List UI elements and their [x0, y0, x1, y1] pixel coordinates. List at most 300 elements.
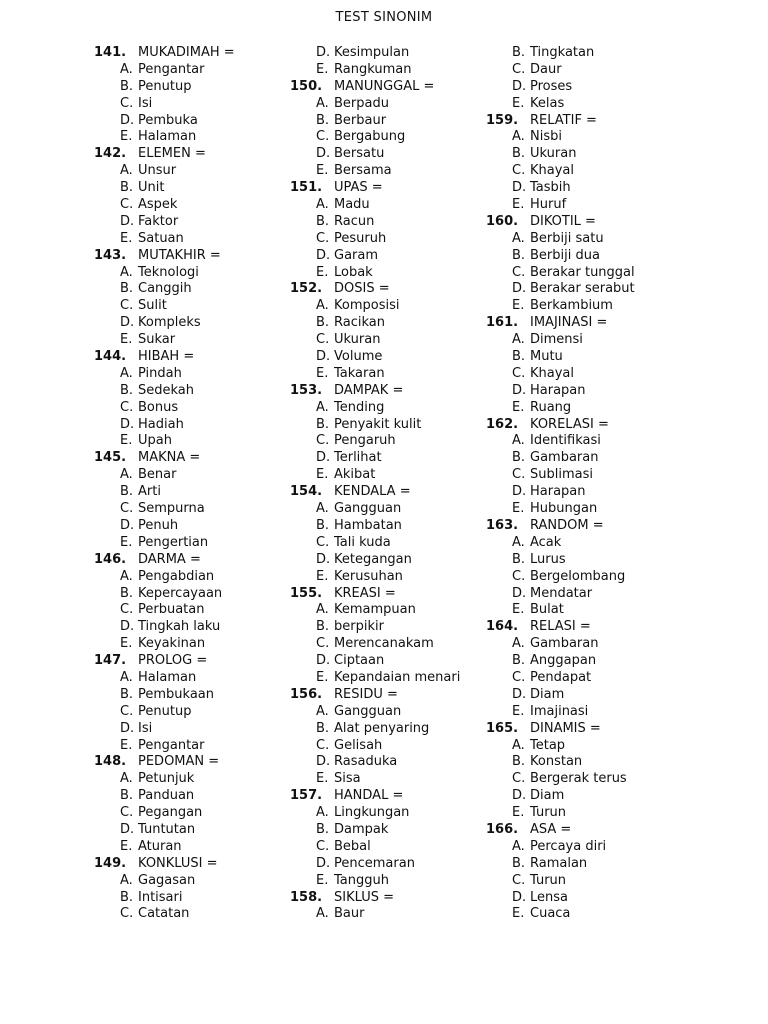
answer-option	[486, 602, 686, 619]
option-letter: A.	[120, 872, 133, 888]
option-text: Huruf	[530, 197, 567, 213]
option-text: Mendatar	[530, 585, 593, 601]
option-text: Gambaran	[530, 636, 599, 652]
option-text: Berakar serabut	[530, 281, 635, 297]
answer-option	[486, 433, 686, 450]
answer-option	[290, 163, 490, 180]
option-text: berpikir	[334, 619, 384, 635]
answer-option	[486, 163, 686, 180]
question-item	[290, 687, 490, 704]
answer-option	[290, 670, 490, 687]
option-letter: E.	[120, 433, 133, 449]
question-word: DARMA =	[138, 551, 201, 567]
option-text: Nisbi	[530, 129, 562, 145]
option-text: Rasaduka	[334, 754, 398, 770]
option-text: Lensa	[530, 889, 568, 905]
answer-option	[94, 383, 294, 400]
option-text: Unsur	[138, 163, 177, 179]
question-word: ASA =	[530, 821, 572, 837]
option-letter: C.	[316, 636, 330, 652]
question-word: HANDAL =	[334, 788, 404, 804]
option-letter: C.	[512, 669, 526, 685]
option-text: Sublimasi	[530, 467, 593, 483]
option-letter: A.	[512, 636, 525, 652]
option-letter: E.	[316, 568, 329, 584]
option-text: Pengaruh	[334, 433, 396, 449]
question-item	[290, 180, 490, 197]
option-text: Dampak	[334, 821, 389, 837]
question-word: MUTAKHIR =	[138, 247, 221, 263]
option-text: Racun	[334, 213, 375, 229]
answer-option	[94, 113, 294, 130]
question-number: 149.	[94, 855, 127, 871]
option-letter: E.	[512, 805, 525, 821]
answer-option	[486, 349, 686, 366]
option-text: Ciptaan	[334, 653, 385, 669]
answer-option	[94, 366, 294, 383]
option-letter: E.	[120, 129, 133, 145]
question-word: MANUNGGAL =	[334, 78, 435, 94]
answer-option	[486, 281, 686, 298]
answer-option	[486, 383, 686, 400]
answer-option	[290, 214, 490, 231]
column-2	[290, 45, 490, 923]
answer-option	[290, 552, 490, 569]
question-item	[290, 890, 490, 907]
option-text: Hadiah	[138, 416, 184, 432]
option-text: Terlihat	[334, 450, 382, 466]
option-letter: E.	[120, 534, 133, 550]
option-text: Sulit	[138, 298, 167, 314]
option-letter: C.	[120, 298, 134, 314]
option-text: Harapan	[530, 382, 586, 398]
option-text: Berpadu	[334, 95, 389, 111]
option-text: Petunjuk	[138, 771, 195, 787]
option-text: Turun	[530, 872, 567, 888]
option-text: Tasbih	[530, 180, 571, 196]
option-letter: C.	[316, 838, 330, 854]
answer-option	[290, 450, 490, 467]
answer-option	[290, 349, 490, 366]
option-letter: B.	[316, 821, 330, 837]
question-number: 160.	[486, 213, 519, 229]
option-text: Penutup	[138, 703, 192, 719]
option-letter: B.	[120, 78, 134, 94]
question-word: DINAMIS =	[530, 720, 601, 736]
option-text: Bonus	[138, 399, 179, 415]
option-letter: E.	[316, 365, 329, 381]
question-item	[94, 653, 294, 670]
answer-option	[94, 687, 294, 704]
question-word: SIKLUS =	[334, 889, 394, 905]
answer-option	[486, 670, 686, 687]
option-text: Tingkah laku	[138, 619, 221, 635]
answer-option	[94, 467, 294, 484]
option-text: Kerusuhan	[334, 568, 403, 584]
column-1	[94, 45, 294, 923]
option-text: Tangguh	[334, 872, 389, 888]
option-letter: A.	[316, 602, 329, 618]
option-letter: D.	[120, 821, 135, 837]
option-text: Aspek	[138, 197, 178, 213]
question-number: 152.	[290, 281, 323, 297]
answer-option	[94, 535, 294, 552]
option-text: Berbaur	[334, 112, 387, 128]
answer-option	[486, 129, 686, 146]
option-text: Aturan	[138, 838, 182, 854]
answer-option	[290, 501, 490, 518]
answer-option	[486, 248, 686, 265]
option-letter: B.	[512, 247, 526, 263]
option-text: Benar	[138, 467, 177, 483]
question-item	[94, 146, 294, 163]
answer-option	[94, 670, 294, 687]
question-number: 151.	[290, 180, 323, 196]
answer-option	[94, 281, 294, 298]
option-text: Ukuran	[530, 146, 577, 162]
answer-option	[486, 552, 686, 569]
option-text: Gambaran	[530, 450, 599, 466]
option-letter: A.	[512, 534, 525, 550]
answer-option	[486, 501, 686, 518]
option-text: Ruang	[530, 399, 572, 415]
option-letter: B.	[316, 416, 330, 432]
option-letter: D.	[512, 78, 527, 94]
answer-option	[290, 754, 490, 771]
option-text: Berakar tunggal	[530, 264, 635, 280]
question-number: 145.	[94, 450, 127, 466]
answer-option	[290, 704, 490, 721]
option-letter: D.	[316, 450, 331, 466]
option-letter: C.	[120, 602, 134, 618]
option-text: Pengantar	[138, 61, 205, 77]
question-item	[94, 450, 294, 467]
option-text: Komposisi	[334, 298, 400, 314]
option-letter: B.	[120, 889, 134, 905]
answer-option	[290, 96, 490, 113]
option-letter: B.	[316, 619, 330, 635]
answer-option	[290, 298, 490, 315]
option-text: Lobak	[334, 264, 373, 280]
question-number: 153.	[290, 382, 323, 398]
option-text: Imajinasi	[530, 703, 589, 719]
question-word: MUKADIMAH =	[138, 45, 235, 60]
option-text: Canggih	[138, 281, 192, 297]
option-letter: C.	[120, 197, 134, 213]
question-word: ELEMEN =	[138, 146, 206, 162]
answer-option	[94, 298, 294, 315]
option-text: Intisari	[138, 889, 183, 905]
question-word: KORELASI =	[530, 416, 609, 432]
question-word: HIBAH =	[138, 349, 195, 365]
option-text: Bulat	[530, 602, 564, 618]
option-letter: D.	[316, 653, 331, 669]
answer-option	[486, 62, 686, 79]
option-text: Kesimpulan	[334, 45, 410, 60]
question-item	[290, 383, 490, 400]
option-text: Volume	[334, 349, 383, 365]
answer-option	[94, 484, 294, 501]
question-word: RANDOM =	[530, 517, 604, 533]
answer-option	[290, 822, 490, 839]
answer-option	[486, 265, 686, 282]
question-word: PEDOMAN =	[138, 754, 220, 770]
option-letter: A.	[120, 771, 133, 787]
option-text: Mutu	[530, 349, 563, 365]
option-text: Gagasan	[138, 872, 196, 888]
question-word: MAKNA =	[138, 450, 201, 466]
option-letter: A.	[512, 838, 525, 854]
option-text: Isi	[138, 95, 153, 111]
question-item	[290, 788, 490, 805]
question-word: KONKLUSI =	[138, 855, 218, 871]
question-item	[290, 586, 490, 603]
option-text: Dimensi	[530, 332, 583, 348]
answer-option	[94, 180, 294, 197]
option-letter: A.	[120, 264, 133, 280]
option-letter: E.	[120, 230, 133, 246]
option-text: Pembuka	[138, 112, 198, 128]
answer-option	[94, 197, 294, 214]
option-text: Panduan	[138, 788, 195, 804]
question-word: KENDALA =	[334, 484, 411, 500]
answer-option	[486, 805, 686, 822]
option-letter: A.	[512, 737, 525, 753]
option-text: Upah	[138, 433, 172, 449]
answer-option	[94, 96, 294, 113]
option-letter: C.	[120, 95, 134, 111]
answer-option	[290, 332, 490, 349]
option-text: Satuan	[138, 230, 184, 246]
option-letter: D.	[316, 349, 331, 365]
answer-option	[94, 771, 294, 788]
question-word: DIKOTIL =	[530, 213, 596, 229]
option-text: Ketegangan	[334, 551, 412, 567]
option-letter: A.	[120, 163, 133, 179]
option-letter: B.	[512, 45, 526, 60]
answer-option	[290, 146, 490, 163]
answer-option	[486, 636, 686, 653]
option-text: Bebal	[334, 838, 371, 854]
option-letter: D.	[120, 720, 135, 736]
option-letter: A.	[316, 95, 329, 111]
option-text: Proses	[530, 78, 573, 94]
option-text: Hubungan	[530, 501, 598, 517]
option-letter: B.	[512, 855, 526, 871]
answer-option	[290, 231, 490, 248]
question-word: RELASI =	[530, 619, 591, 635]
option-letter: D.	[512, 281, 527, 297]
answer-option	[94, 873, 294, 890]
option-letter: A.	[316, 805, 329, 821]
option-text: Keyakinan	[138, 636, 206, 652]
answer-option	[290, 873, 490, 890]
answer-option	[290, 62, 490, 79]
option-letter: B.	[120, 484, 134, 500]
question-number: 147.	[94, 653, 127, 669]
option-letter: D.	[316, 146, 331, 162]
option-letter: C.	[512, 467, 526, 483]
option-text: Khayal	[530, 163, 575, 179]
option-text: Pembukaan	[138, 686, 215, 702]
option-text: Penutup	[138, 78, 192, 94]
option-text: Teknologi	[138, 264, 199, 280]
option-letter: D.	[316, 855, 331, 871]
answer-option	[486, 754, 686, 771]
answer-option	[94, 704, 294, 721]
option-text: Acak	[530, 534, 562, 550]
answer-option	[94, 822, 294, 839]
answer-option	[486, 231, 686, 248]
option-letter: C.	[316, 737, 330, 753]
option-text: Perbuatan	[138, 602, 205, 618]
option-letter: C.	[512, 771, 526, 787]
column-3	[486, 45, 686, 923]
option-letter: E.	[120, 636, 133, 652]
option-letter: A.	[316, 501, 329, 517]
option-text: Pegangan	[138, 805, 203, 821]
answer-option	[94, 231, 294, 248]
answer-option	[486, 856, 686, 873]
option-letter: B.	[120, 281, 134, 297]
answer-option	[290, 619, 490, 636]
answer-option	[94, 315, 294, 332]
option-letter: C.	[316, 534, 330, 550]
option-text: Hambatan	[334, 517, 402, 533]
option-letter: C.	[512, 365, 526, 381]
option-letter: D.	[316, 45, 331, 60]
option-text: Kepandaian menari	[334, 669, 461, 685]
answer-option	[290, 113, 490, 130]
question-item	[486, 518, 686, 535]
answer-option	[290, 569, 490, 586]
question-item	[94, 248, 294, 265]
answer-option	[486, 146, 686, 163]
question-number: 155.	[290, 585, 323, 601]
option-letter: D.	[512, 889, 527, 905]
page-title: TEST SINONIM	[335, 10, 433, 25]
option-text: Catatan	[138, 906, 190, 922]
answer-option	[94, 400, 294, 417]
option-letter: E.	[512, 95, 525, 111]
answer-option	[486, 79, 686, 96]
option-letter: E.	[512, 703, 525, 719]
option-text: Racikan	[334, 315, 385, 331]
answer-option	[94, 839, 294, 856]
option-letter: C.	[316, 129, 330, 145]
option-letter: B.	[316, 720, 330, 736]
option-text: Diam	[530, 686, 565, 702]
option-letter: A.	[512, 129, 525, 145]
answer-option	[486, 839, 686, 856]
question-item	[486, 315, 686, 332]
answer-option	[486, 771, 686, 788]
answer-option	[290, 45, 490, 62]
option-letter: A.	[120, 61, 133, 77]
option-text: Madu	[334, 197, 370, 213]
question-item	[94, 552, 294, 569]
question-word: KREASI =	[334, 585, 396, 601]
option-letter: D.	[512, 484, 527, 500]
option-letter: E.	[316, 163, 329, 179]
option-text: Halaman	[138, 129, 197, 145]
question-item	[290, 79, 490, 96]
answer-option	[486, 535, 686, 552]
option-letter: D.	[512, 382, 527, 398]
option-letter: B.	[120, 180, 134, 196]
question-number: 166.	[486, 821, 519, 837]
question-number: 159.	[486, 112, 519, 128]
option-text: Bergabung	[334, 129, 406, 145]
option-letter: E.	[120, 332, 133, 348]
option-letter: A.	[120, 568, 133, 584]
option-text: Sedekah	[138, 382, 195, 398]
option-text: Pengabdian	[138, 568, 215, 584]
option-text: Anggapan	[530, 653, 597, 669]
option-letter: E.	[120, 838, 133, 854]
question-item	[486, 113, 686, 130]
option-text: Kepercayaan	[138, 585, 223, 601]
option-letter: B.	[316, 517, 330, 533]
option-letter: E.	[316, 669, 329, 685]
answer-option	[290, 417, 490, 434]
answer-option	[290, 400, 490, 417]
option-letter: C.	[120, 399, 134, 415]
option-letter: D.	[120, 315, 135, 331]
answer-option	[290, 636, 490, 653]
option-letter: B.	[316, 213, 330, 229]
question-word: IMAJINASI =	[530, 315, 608, 331]
answer-option	[290, 839, 490, 856]
option-letter: D.	[316, 754, 331, 770]
option-text: Alat penyaring	[334, 720, 430, 736]
option-letter: D.	[316, 247, 331, 263]
answer-option	[94, 163, 294, 180]
option-text: Cuaca	[530, 906, 571, 922]
question-number: 156.	[290, 686, 323, 702]
option-text: Akibat	[334, 467, 376, 483]
answer-option	[94, 417, 294, 434]
question-item	[486, 214, 686, 231]
answer-option	[486, 467, 686, 484]
option-text: Baur	[334, 906, 365, 922]
option-letter: D.	[120, 416, 135, 432]
option-letter: A.	[120, 669, 133, 685]
question-item	[94, 349, 294, 366]
option-text: Daur	[530, 61, 562, 77]
answer-option	[94, 501, 294, 518]
answer-option	[94, 619, 294, 636]
option-letter: E.	[316, 61, 329, 77]
answer-option	[290, 805, 490, 822]
question-item	[486, 822, 686, 839]
option-text: Kompleks	[138, 315, 201, 331]
option-text: Merencanakam	[334, 636, 434, 652]
option-letter: A.	[316, 298, 329, 314]
option-text: Lurus	[530, 551, 566, 567]
option-letter: D.	[512, 686, 527, 702]
option-text: Pengertian	[138, 534, 209, 550]
option-text: Takaran	[334, 365, 385, 381]
answer-option	[486, 704, 686, 721]
answer-option	[290, 771, 490, 788]
answer-option	[290, 366, 490, 383]
option-letter: C.	[316, 433, 330, 449]
option-text: Berbiji satu	[530, 230, 604, 246]
option-letter: C.	[120, 501, 134, 517]
answer-option	[94, 738, 294, 755]
question-item	[486, 417, 686, 434]
